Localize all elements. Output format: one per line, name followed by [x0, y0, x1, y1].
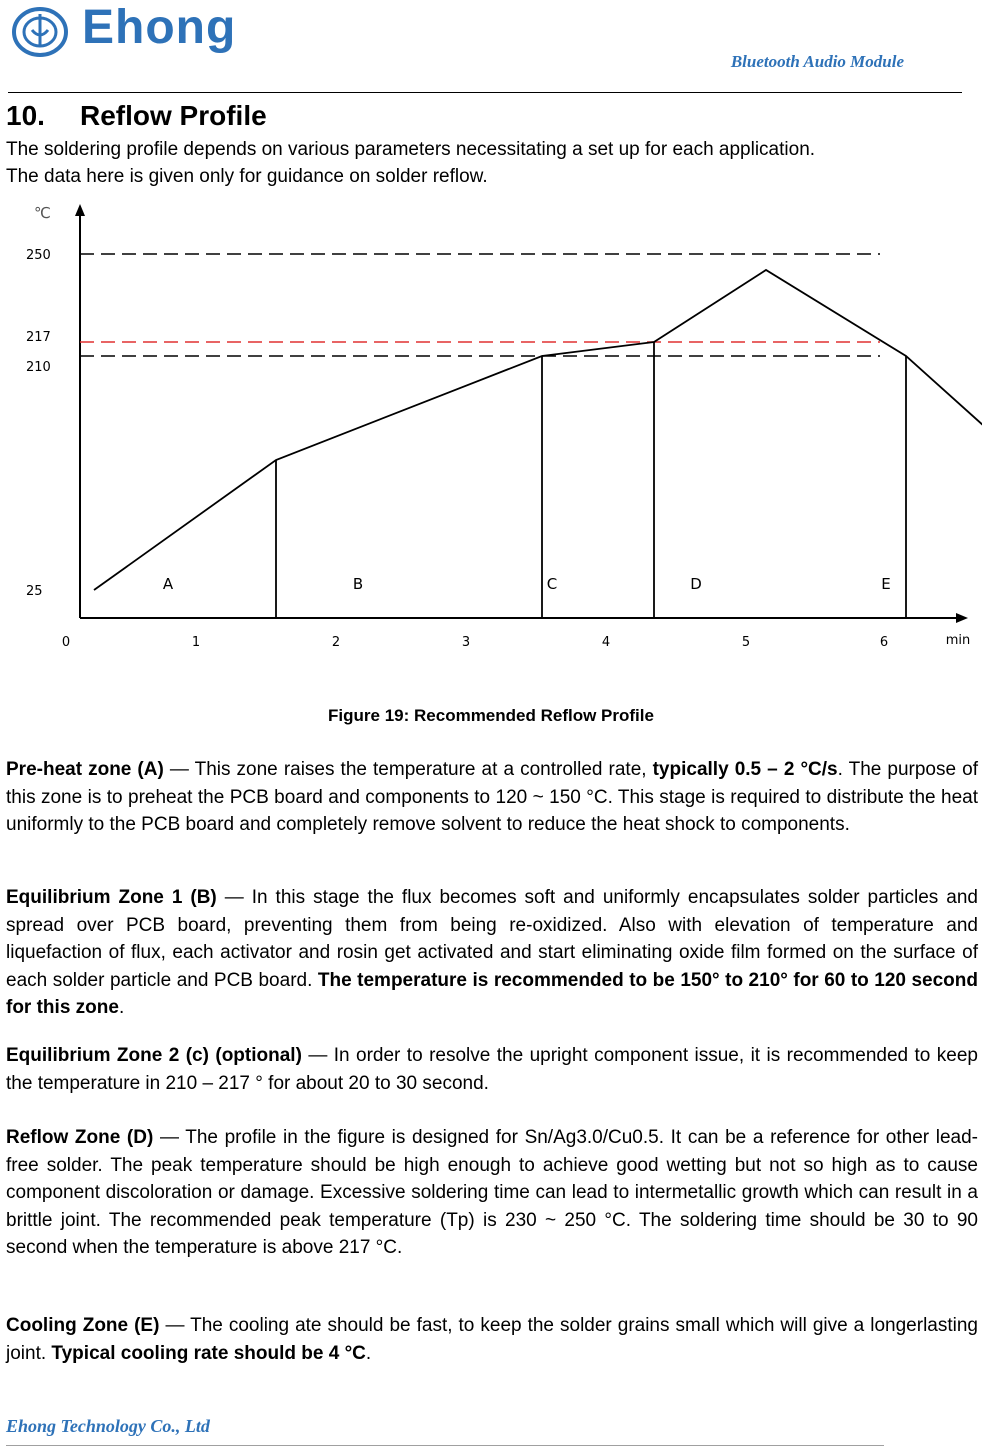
footer-company: Ehong Technology Co., Ltd — [6, 1416, 210, 1436]
chart-svg — [0, 198, 982, 668]
section-title: Reflow Profile — [80, 100, 267, 131]
preheat-text-b: . The purpose of this zone is to preheat the PCB board and components to 120 ~ 150 °C. This stage is required to distribute the heat uniformly to the PCB board and completely remove solvent to reduce the heat shock to components. — [6, 759, 978, 835]
footer-divider — [6, 1445, 884, 1446]
preheat-text-a: — This zone raises the temperature at a controlled rate, — [163, 759, 653, 780]
equilibrium-2-text: — In order to resolve the upright component issue, it is recommended to keep the temperature in 210 – 217 ° for about 20 to 30 second. — [6, 1045, 978, 1094]
equilibrium-1-text: — In this stage the flux becomes soft and uniformly encapsulates solder particles and spread over PCB board, preventing them from being re-oxidized. Also with elevation of temperature and liquefaction of flux, each activator and rosin get activated and start eliminating oxide film formed on the surface of each solder particle and PCB board. — [6, 887, 978, 991]
cooling-text: — The cooling ate should be fast, to keep the solder grains small which will give a longerlasting joint. — [6, 1315, 978, 1364]
x-tick-label-6: 6 — [879, 635, 889, 650]
equilibrium-2-lead: Equilibrium Zone 2 (c) (optional) — [6, 1045, 302, 1066]
logo-mark-icon — [10, 4, 74, 60]
section-heading — [6, 100, 267, 132]
y-axis-label: ℃ — [34, 204, 51, 222]
zone-label-C: C — [546, 575, 558, 593]
reflow-profile-chart — [0, 198, 982, 668]
profile-series-line — [94, 270, 982, 590]
y-tick-label-250: 250 — [26, 248, 51, 263]
section-number: 10. — [6, 100, 45, 131]
paragraph-preheat — [6, 756, 978, 839]
y-tick-label-210: 210 — [26, 360, 51, 375]
equilibrium-1-recommendation: The temperature is recommended to be 150° to 210° for 60 to 120 second for this zone — [6, 969, 978, 1018]
cooling-lead: Cooling Zone (E) — [6, 1315, 160, 1336]
zone-label-D: D — [690, 575, 702, 593]
company-logo — [10, 1, 250, 60]
preheat-rate: typically 0.5 – 2 °C/s — [652, 759, 838, 780]
paragraph-cooling — [6, 1312, 978, 1367]
zone-label-E: E — [881, 575, 891, 593]
equilibrium-1-end: . — [118, 997, 125, 1018]
y-axis-arrow-icon — [75, 204, 85, 216]
x-tick-label-0: 0 — [61, 635, 71, 650]
reflow-text: — The profile in the figure is designed for Sn/Ag3.0/Cu0.5. It can be a reference for other lead-free solder. The peak temperature should be high enough to achieve good wetting but not so high as to cause component discoloration or damage. Excessive soldering time can lead to intermetallic growth which can result in a brittle joint. The recommended peak temperature (Tp) is 230 ~ 250 °C. The soldering time should be 30 to 90 second when the temperature is above 217 °C. — [6, 1127, 978, 1258]
zone-label-A: A — [162, 575, 174, 593]
intro-text — [6, 136, 978, 190]
header-divider — [8, 92, 962, 93]
equilibrium-1-lead: Equilibrium Zone 1 (B) — [6, 887, 217, 908]
preheat-lead: Pre-heat zone (A) — [6, 759, 164, 780]
document-title: Bluetooth Audio Module — [730, 52, 904, 71]
x-axis-label: min — [945, 633, 971, 648]
figure-caption: Figure 19: Recommended Reflow Profile — [328, 706, 654, 725]
logo-text: Ehong — [82, 1, 237, 54]
intro-line-2: The data here is given only for guidance on solder reflow. — [6, 166, 488, 187]
zone-label-B: B — [352, 575, 364, 593]
x-tick-label-3: 3 — [461, 635, 471, 650]
intro-line-1: The soldering profile depends on various parameters necessitating a set up for each application. — [6, 139, 816, 160]
x-tick-label-5: 5 — [741, 635, 751, 650]
paragraph-equilibrium-2 — [6, 1042, 978, 1097]
x-tick-label-2: 2 — [331, 635, 341, 650]
x-axis-arrow-icon — [956, 613, 968, 623]
reflow-lead: Reflow Zone (D) — [6, 1127, 154, 1148]
y-tick-label-217: 217 — [26, 330, 51, 345]
paragraph-equilibrium-1 — [6, 884, 978, 1022]
x-tick-label-1: 1 — [191, 635, 201, 650]
x-tick-label-4: 4 — [601, 635, 611, 650]
y-tick-label-25: 25 — [26, 584, 43, 599]
cooling-end: . — [365, 1342, 372, 1364]
paragraph-reflow — [6, 1124, 978, 1262]
cooling-rate: Typical cooling rate should be 4 °C — [51, 1342, 366, 1364]
